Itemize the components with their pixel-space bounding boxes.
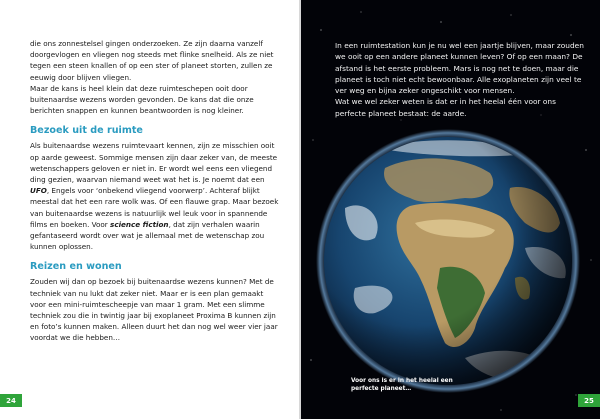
page-number-right: 25: [578, 394, 600, 407]
bezoek-text-a: Als buitenaardse wezens ruimtevaart kennen, zijn ze misschien ooit op aarde geweest. Sommige mensen zijn daar zeker van, de meeste wetenschappers geloven er niet in. Er wordt wel eens een vliegend ding gezien, waarvan niemand weet wat het is. Je noemt dat een: [30, 141, 278, 185]
right-page: [301, 0, 600, 419]
bezoek-text-c: , dat zijn verhalen waarin gefantaseerd wordt over wat je allemaal met de wetenschap zou kunnen oplossen.: [30, 219, 265, 252]
page-number-left: 24: [0, 394, 22, 407]
left-page: [0, 0, 299, 419]
image-caption: Voor ons is er in het heelal een perfecte planeet…: [351, 378, 453, 392]
term-science-fiction: science fiction: [110, 219, 169, 229]
right-paragraph-2: Wat we wel zeker weten is dat er in het heelal één voor ons perfecte planeet bestaat: de aarde.: [335, 97, 556, 118]
term-ufo: UFO: [30, 186, 47, 196]
heading-reizen: Reizen en wonen: [30, 261, 122, 273]
intro-paragraph: die ons zonnestelsel gingen onderzoeken. Ze zijn daarna vanzelf doorgevlogen en vliegen nog steeds met flinke snelheid. Als ze niet tegen een steen knallen of op een ster of planeet storten, zullen ze eeuwig door blijven vliegen.: [30, 39, 274, 82]
earth-image: [315, 128, 581, 394]
heading-bezoek: Bezoek uit de ruimte: [30, 125, 143, 137]
bezoek-text-b: , Engels voor ‘onbekend vliegend voorwerp’. Achteraf blijkt meestal dat het een rare wolk was. Of een flauwe grap. Maar bezoek van buitenaardse wezens is natuurlijk wel leuk voor in spannende films en boeken. Voor: [30, 186, 279, 229]
right-paragraph-1: In een ruimtestation kun je nu wel een jaartje blijven, maar zouden we ooit op een andere planeet kunnen leven? Of op een maan? De afstand is het eerste probleem. Mars is nog net te doen, maar die planeet is toch niet echt bewoonbaar. Alle exoplaneten zijn veel te ver weg en bijna zeker ongeschikt voor mensen.: [335, 41, 584, 96]
section-reizen-text: Zouden wij dan op bezoek bij buitenaardse wezens kunnen? Met de techniek van nu lukt dat zeker niet. Maar er is een plan gemaakt voor een mini-ruimtescheepje van maar 1 gram. Met een slimme techniek zou die in twintig jaar bij exoplaneet Proxima B kunnen zijn en foto’s kunnen maken. Alleen duurt het dan nog wel weer vier jaar voordat we die hebben…: [30, 277, 278, 343]
section-bezoek-text: [30, 140, 281, 252]
intro-paragraph-2: Maar de kans is heel klein dat deze ruimteschepen ooit door buitenaardse wezens worden gevonden. De kans dat die onze berichten snappen en kunnen beantwoorden is nog kleiner.: [30, 83, 254, 116]
